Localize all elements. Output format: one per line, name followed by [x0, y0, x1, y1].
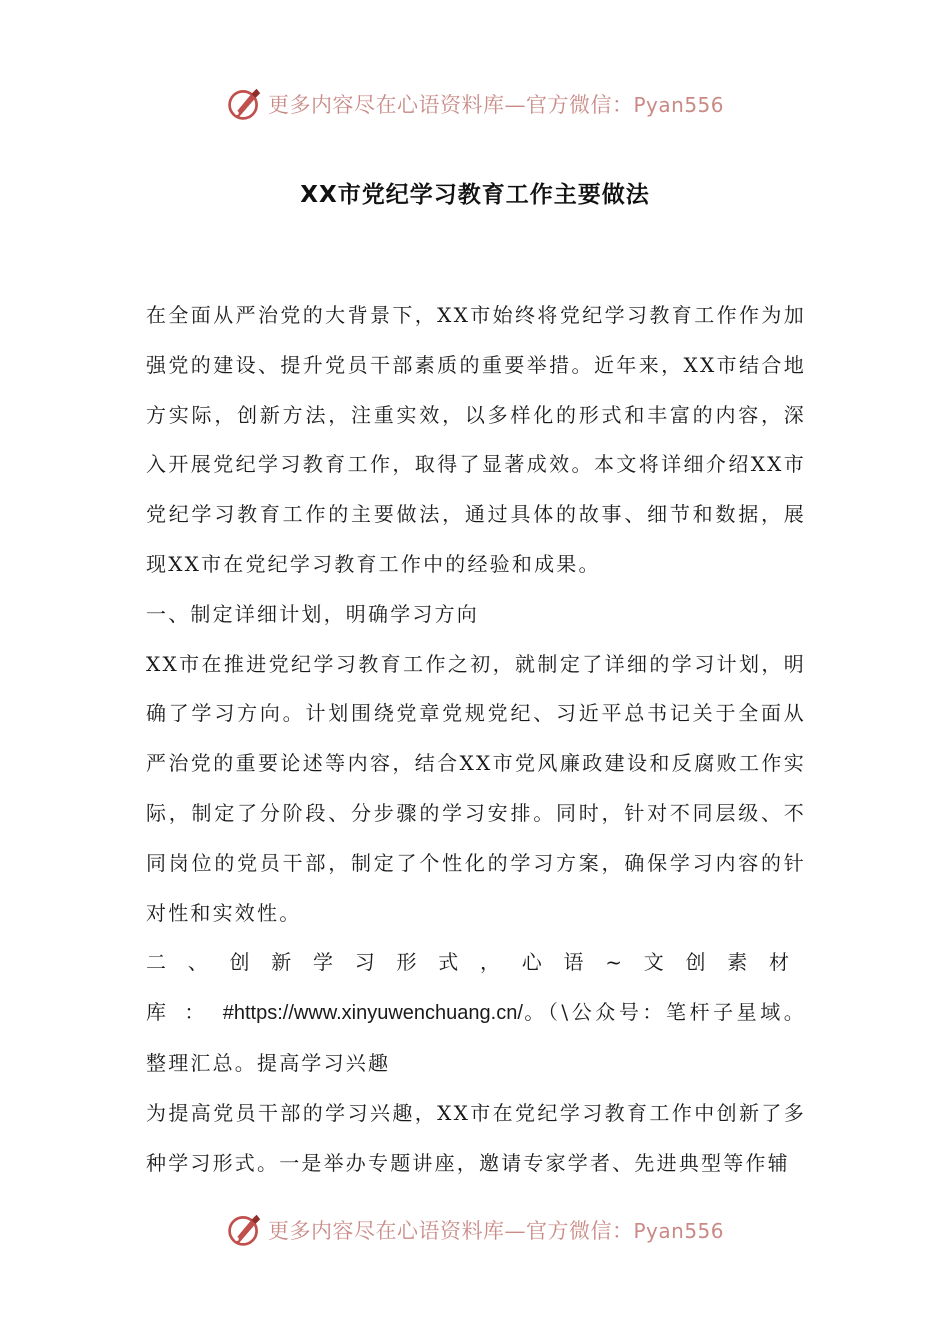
footer-banner	[0, 1208, 950, 1252]
banner-text	[268, 1215, 724, 1245]
section-2-heading-note: 。（\公众号：笔杆子星域。整理汇总。提高学习兴趣	[146, 1000, 806, 1075]
section-2-heading	[146, 938, 806, 1088]
section-1-heading: 一、制定详细计划，明确学习方向	[146, 601, 479, 626]
banner-text	[268, 89, 724, 119]
banner-wechat-id: Pyan556	[633, 1219, 724, 1243]
header-banner	[0, 82, 950, 126]
pen-logo-icon	[226, 86, 262, 122]
banner-wechat-id: Pyan556	[633, 93, 724, 117]
banner-caption: 更多内容尽在心语资料库—官方微信：	[267, 93, 634, 117]
section-1-paragraph: XX市在推进党纪学习教育工作之初，就制定了详细的学习计划，明确了学习方向。计划围绕党章党规党纪、习近平总书记关于全面从严治党的重要论述等内容，结合XX市党风廉政建设和反腐败工作实际，制定了分阶段、分步骤的学习安排。同时，针对不同层级、不同岗位的党员干部，制定了个性化的学习方案，确保学习内容的针对性和实效性。	[146, 651, 806, 925]
section-2-paragraph: 为提高党员干部的学习兴趣，XX市在党纪学习教育工作中创新了多种学习形式。一是举办专题讲座，邀请专家学者、先进典型等作辅	[146, 1100, 806, 1175]
section-2-heading-link[interactable]: #https://www.xinyuwenchuang.cn/	[222, 1002, 523, 1025]
banner-caption: 更多内容尽在心语资料库—官方微信：	[267, 1219, 634, 1243]
document-body	[146, 291, 806, 1188]
intro-paragraph: 在全面从严治党的大背景下，XX市始终将党纪学习教育工作作为加强党的建设、提升党员干部素质的重要举措。近年来，XX市结合地方实际，创新方法，注重实效，以多样化的形式和丰富的内容，深入开展党纪学习教育工作，取得了显著成效。本文将详细介绍XX市党纪学习教育工作的主要做法，通过具体的故事、细节和数据，展现XX市在党纪学习教育工作中的经验和成果。	[146, 303, 806, 576]
document-title: XX市党纪学习教育工作主要做法	[300, 182, 650, 208]
pen-logo-icon	[226, 1212, 262, 1248]
section-2-heading-title: 二、创新学习形式，心语~文创素材库：	[146, 950, 806, 1025]
